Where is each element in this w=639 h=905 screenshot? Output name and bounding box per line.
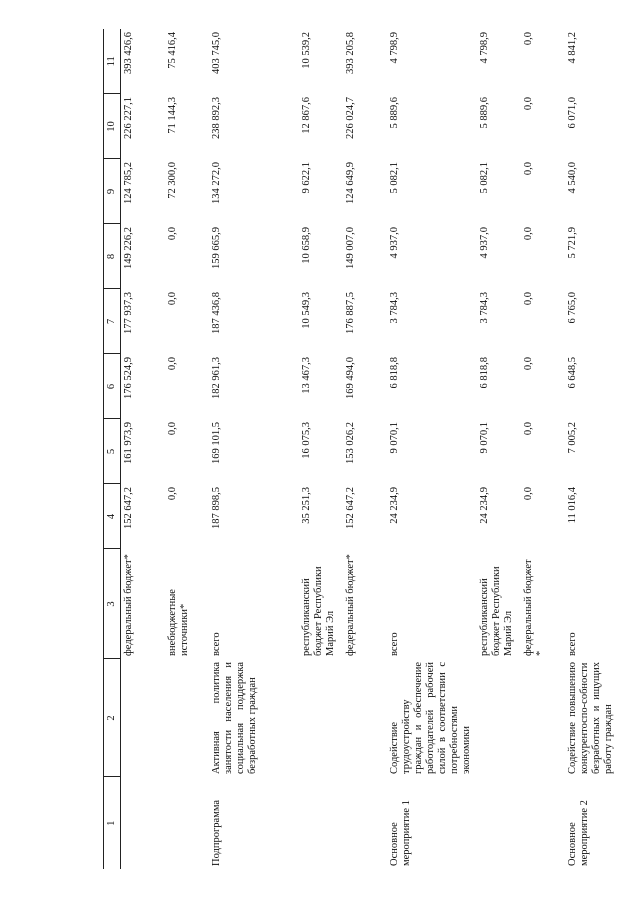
cell-value: 6 765,0 — [567, 292, 578, 324]
cell-value: 176 524,9 — [123, 357, 134, 399]
table-row — [565, 29, 639, 869]
cell-source: федеральный бюджет * — [523, 559, 546, 656]
cell-name: Содействие повышению конкурентоспо-собности безработных и ищущих работу граждан — [567, 662, 614, 774]
cell-value: 5 889,6 — [389, 97, 400, 129]
cell-value: 176 887,5 — [345, 292, 356, 334]
cell-program: Основное мероприятие 1 — [389, 800, 412, 866]
cell-value: 12 867,6 — [301, 97, 312, 134]
cell-value: 6 818,8 — [389, 357, 400, 389]
cell-value: 6 648,5 — [567, 357, 578, 389]
cell-value: 0,0 — [167, 422, 178, 436]
cell-value: 9 622,1 — [301, 162, 312, 194]
cell-value: 4 841,2 — [567, 32, 578, 64]
cell-value: 226 227,1 — [123, 97, 134, 139]
cell-value: 0,0 — [167, 487, 178, 501]
cell-source: внебюджетные источники* — [167, 589, 190, 656]
cell-value: 159 665,9 — [211, 227, 222, 269]
table-row — [343, 29, 387, 869]
cell-value: 4 540,0 — [567, 162, 578, 194]
cell-value: 0,0 — [167, 357, 178, 371]
cell-program — [165, 777, 209, 869]
cell-name — [121, 659, 166, 777]
cell-value: 134 272,0 — [211, 162, 222, 204]
cell-value: 7 005,2 — [567, 422, 578, 454]
cell-value: 5 082,1 — [389, 162, 400, 194]
cell-value: 0,0 — [523, 487, 534, 501]
cell-value: 10 539,2 — [301, 32, 312, 69]
cell-program: Подпрограмма — [211, 799, 222, 866]
table-row — [165, 29, 209, 869]
cell-program — [343, 777, 387, 869]
cell-source: всего — [389, 632, 400, 656]
cell-value: 4 798,9 — [479, 32, 490, 64]
cell-value: 152 647,2 — [123, 487, 134, 529]
cell-name — [343, 659, 387, 777]
cell-value: 124 785,2 — [123, 162, 134, 204]
cell-value: 72 300,0 — [167, 162, 178, 199]
cell-name — [477, 659, 521, 777]
cell-value: 169 101,5 — [211, 422, 222, 464]
cell-program: Основное мероприятие 2 — [567, 800, 590, 866]
cell-value: 393 205,8 — [345, 32, 356, 74]
cell-source: федеральный бюджет* — [123, 554, 134, 656]
column-header: 1 — [104, 777, 121, 869]
cell-source: всего — [211, 632, 222, 656]
column-header: 5 — [104, 419, 121, 484]
cell-value: 4 798,9 — [389, 32, 400, 64]
table-row — [521, 29, 565, 869]
cell-value: 24 234,9 — [389, 487, 400, 524]
budget-table — [103, 29, 639, 869]
cell-value: 16 075,3 — [301, 422, 312, 459]
cell-name — [521, 659, 565, 777]
cell-program — [521, 777, 565, 869]
column-header: 10 — [104, 94, 121, 159]
cell-value: 0,0 — [523, 227, 534, 241]
table-row — [209, 29, 299, 869]
cell-value: 11 016,4 — [567, 487, 578, 524]
cell-value: 182 961,3 — [211, 357, 222, 399]
cell-value: 0,0 — [523, 357, 534, 371]
cell-value: 3 784,3 — [479, 292, 490, 324]
table-body — [121, 29, 639, 869]
cell-value: 4 937,0 — [389, 227, 400, 259]
cell-name — [299, 659, 343, 777]
cell-value: 0,0 — [523, 422, 534, 436]
table-header-row — [104, 29, 121, 869]
column-header: 4 — [104, 484, 121, 549]
column-header: 8 — [104, 224, 121, 289]
cell-value: 10 549,3 — [301, 292, 312, 329]
cell-value: 5 721,9 — [567, 227, 578, 259]
cell-value: 226 024,7 — [345, 97, 356, 139]
cell-value: 187 898,5 — [211, 487, 222, 529]
cell-program — [121, 777, 166, 869]
cell-value: 187 436,8 — [211, 292, 222, 334]
cell-value: 6 071,0 — [567, 97, 578, 129]
cell-source: всего — [567, 632, 578, 656]
cell-name — [165, 659, 209, 777]
cell-value: 71 144,3 — [167, 97, 178, 134]
cell-value: 4 937,0 — [479, 227, 490, 259]
table-row — [387, 29, 477, 869]
cell-value: 24 234,9 — [479, 487, 490, 524]
cell-program — [477, 777, 521, 869]
cell-value: 169 494,0 — [345, 357, 356, 399]
column-header: 9 — [104, 159, 121, 224]
column-header: 6 — [104, 354, 121, 419]
cell-value: 0,0 — [523, 97, 534, 111]
cell-value: 152 647,2 — [345, 487, 356, 529]
cell-value: 13 467,3 — [301, 357, 312, 394]
cell-value: 124 649,9 — [345, 162, 356, 204]
cell-value: 5 082,1 — [479, 162, 490, 194]
cell-program — [299, 777, 343, 869]
cell-value: 393 426,6 — [123, 32, 134, 74]
cell-name: Содействие трудоустройству граждан и обеспечение работодателей рабочей силой в соответствии с потребностями экономики — [389, 662, 472, 774]
cell-value: 75 416,4 — [167, 32, 178, 69]
cell-value: 149 226,2 — [123, 227, 134, 269]
rotated-table-container — [103, 29, 614, 869]
cell-value: 238 892,3 — [211, 97, 222, 139]
column-header: 2 — [104, 659, 121, 777]
column-header: 11 — [104, 29, 121, 94]
cell-value: 10 658,9 — [301, 227, 312, 264]
cell-value: 9 070,1 — [479, 422, 490, 454]
column-header: 7 — [104, 289, 121, 354]
cell-value: 0,0 — [523, 162, 534, 176]
cell-value: 0,0 — [523, 32, 534, 46]
cell-name: Активная политика занятости населения и социальная поддержка безработных граждан — [211, 662, 258, 774]
cell-value: 35 251,3 — [301, 487, 312, 524]
cell-source: республиканский бюджет Республики Марий Эл — [301, 566, 336, 656]
table-row — [121, 29, 166, 869]
cell-value: 9 070,1 — [389, 422, 400, 454]
cell-source: федеральный бюджет* — [345, 554, 356, 656]
cell-value: 0,0 — [523, 292, 534, 306]
cell-value: 6 818,8 — [479, 357, 490, 389]
cell-value: 177 937,3 — [123, 292, 134, 334]
cell-source: республиканский бюджет Республики Марий Эл — [479, 566, 514, 656]
cell-value: 0,0 — [167, 227, 178, 241]
cell-value: 403 745,0 — [211, 32, 222, 74]
cell-value: 3 784,3 — [389, 292, 400, 324]
table-row — [299, 29, 343, 869]
table-row — [477, 29, 521, 869]
cell-value: 161 973,9 — [123, 422, 134, 464]
cell-value: 5 889,6 — [479, 97, 490, 129]
cell-value: 153 026,2 — [345, 422, 356, 464]
cell-value: 149 007,0 — [345, 227, 356, 269]
cell-value: 0,0 — [167, 292, 178, 306]
column-header: 3 — [104, 549, 121, 659]
